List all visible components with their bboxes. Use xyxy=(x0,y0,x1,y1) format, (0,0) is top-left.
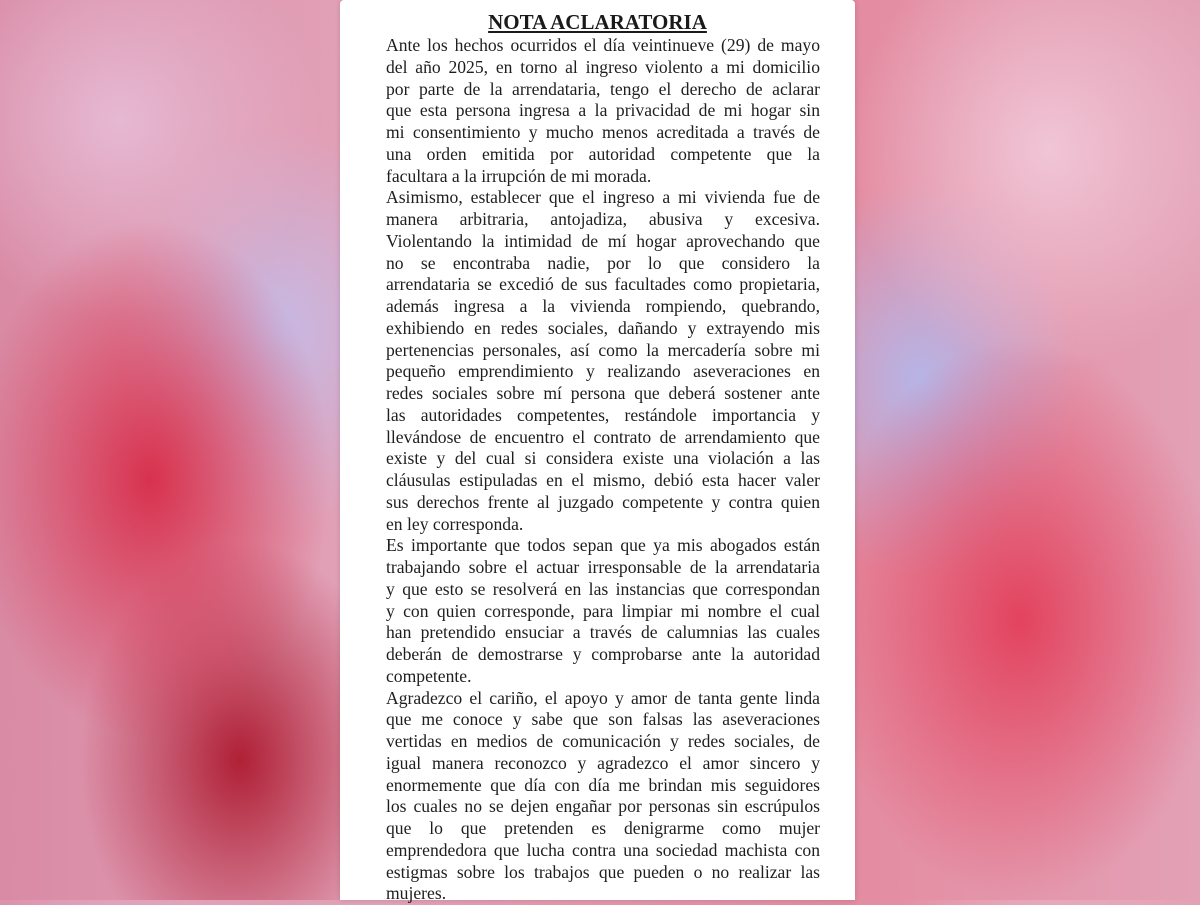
text-line: existe y del cual si considera existe una violación a las xyxy=(386,448,820,470)
text-line: Es importante que todos sepan que ya mis abogados están xyxy=(386,535,820,557)
document-page xyxy=(340,0,855,900)
text-line: en ley corresponda. xyxy=(386,514,820,536)
paragraph xyxy=(386,187,820,535)
text-line: vertidas en medios de comunicación y redes sociales, de xyxy=(386,731,820,753)
text-line: los cuales no se dejen engañar por personas sin escrúpulos xyxy=(386,796,820,818)
text-line: enormemente que día con día me brindan mis seguidores xyxy=(386,775,820,797)
text-line: una orden emitida por autoridad competente que la xyxy=(386,144,820,166)
text-line: además ingresa a la vivienda rompiendo, quebrando, xyxy=(386,296,820,318)
text-line: estigmas sobre los trabajos que pueden o no realizar las xyxy=(386,862,820,884)
text-line: que me conoce y sabe que son falsas las aseveraciones xyxy=(386,709,820,731)
text-line: pertenencias personales, así como la mercadería sobre mi xyxy=(386,340,820,362)
paragraph xyxy=(386,35,820,187)
paragraph xyxy=(386,535,820,687)
text-line: llevándose de encuentro el contrato de arrendamiento que xyxy=(386,427,820,449)
document-title: NOTA ACLARATORIA xyxy=(340,10,855,35)
document-body xyxy=(386,35,820,905)
text-line: que esta persona ingresa a la privacidad de mi hogar sin xyxy=(386,100,820,122)
text-line: sus derechos frente al juzgado competente y contra quien xyxy=(386,492,820,514)
text-line: no se encontraba nadie, por lo que considero la xyxy=(386,253,820,275)
text-line: Asimismo, establecer que el ingreso a mi vivienda fue de xyxy=(386,187,820,209)
text-line: Ante los hechos ocurridos el día veintinueve (29) de mayo xyxy=(386,35,820,57)
text-line: por parte de la arrendataria, tengo el derecho de aclarar xyxy=(386,79,820,101)
text-line: que lo que pretenden es denigrarme como mujer xyxy=(386,818,820,840)
text-line: Violentando la intimidad de mí hogar aprovechando que xyxy=(386,231,820,253)
text-line: cláusulas estipuladas en el mismo, debió esta hacer valer xyxy=(386,470,820,492)
text-line: del año 2025, en torno al ingreso violento a mi domicilio xyxy=(386,57,820,79)
text-line: Agradezco el cariño, el apoyo y amor de tanta gente linda xyxy=(386,688,820,710)
text-line: emprendedora que lucha contra una sociedad machista con xyxy=(386,840,820,862)
text-line: han pretendido ensuciar a través de calumnias las cuales xyxy=(386,622,820,644)
text-line: las autoridades competentes, restándole importancia y xyxy=(386,405,820,427)
text-line: competente. xyxy=(386,666,820,688)
text-line: redes sociales sobre mí persona que deberá sostener ante xyxy=(386,383,820,405)
text-line: pequeño emprendimiento y realizando aseveraciones en xyxy=(386,361,820,383)
text-line: exhibiendo en redes sociales, dañando y extrayendo mis xyxy=(386,318,820,340)
text-line: arrendataria se excedió de sus facultades como propietaria, xyxy=(386,274,820,296)
text-line: facultara a la irrupción de mi morada. xyxy=(386,166,820,188)
text-line: igual manera reconozco y agradezco el amor sincero y xyxy=(386,753,820,775)
text-line: deberán de demostrarse y comprobarse ante la autoridad xyxy=(386,644,820,666)
paragraph xyxy=(386,688,820,905)
text-line: trabajando sobre el actuar irresponsable de la arrendataria xyxy=(386,557,820,579)
text-line: mujeres. xyxy=(386,883,820,905)
text-line: mi consentimiento y mucho menos acreditada a través de xyxy=(386,122,820,144)
text-line: y que esto se resolverá en las instancias que correspondan xyxy=(386,579,820,601)
text-line: y con quien corresponde, para limpiar mi nombre el cual xyxy=(386,601,820,623)
text-line: manera arbitraria, antojadiza, abusiva y excesiva. xyxy=(386,209,820,231)
